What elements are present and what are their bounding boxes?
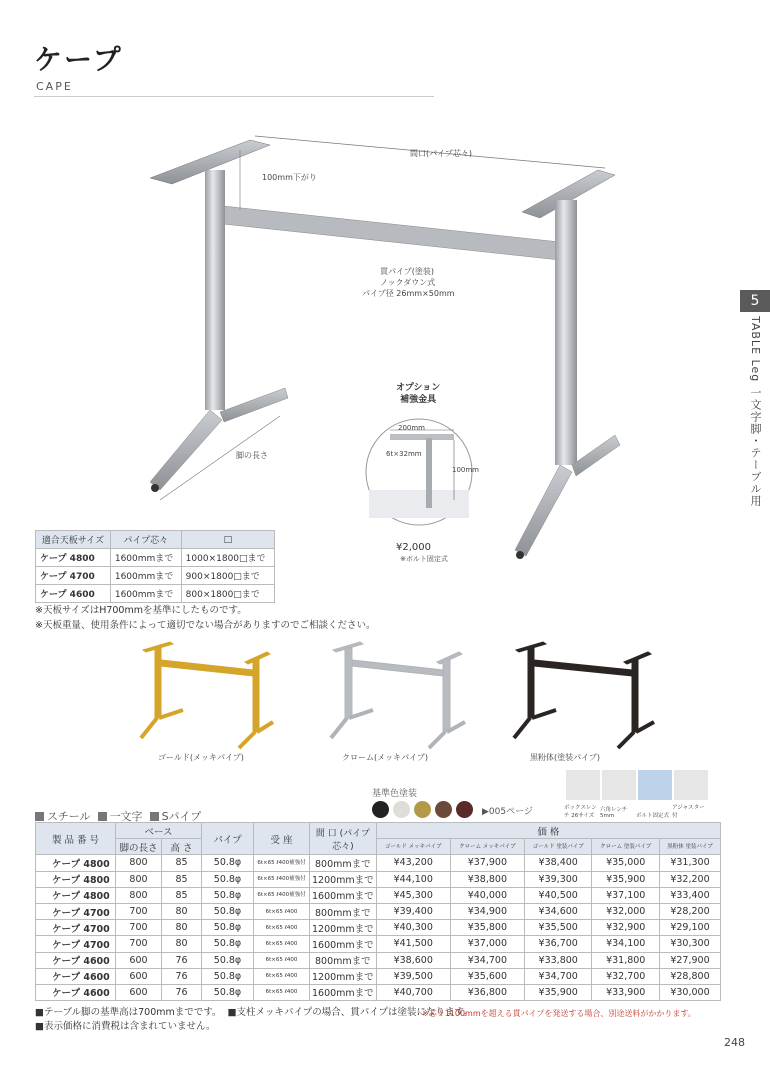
spec-cell: ケープ 4700: [36, 567, 111, 585]
price-header: 高 さ: [162, 839, 202, 855]
price-cell: 1200mmまで: [310, 920, 377, 936]
price-cell: ケープ 4600: [36, 952, 116, 968]
bolt-icon: [638, 770, 672, 800]
price-cell: ¥34,100: [592, 936, 660, 952]
spec-cell: 800×1800□まで: [181, 585, 274, 603]
price-cell: 1200mmまで: [310, 968, 377, 984]
table-row: [36, 968, 721, 984]
title-rule: [34, 96, 434, 97]
variant-chrome-illustration: [325, 640, 470, 750]
price-cell: 50.8φ: [202, 968, 254, 984]
seat-spec: 6t×65 ℓ400: [265, 973, 298, 980]
page-title: ケープ: [34, 43, 123, 76]
price-cell: ¥33,900: [592, 984, 660, 1000]
seat-spec: 6t×65 ℓ400: [265, 989, 298, 996]
adjuster-icon: [674, 770, 708, 800]
price-cell: 1600mmまで: [310, 936, 377, 952]
price-header: [660, 839, 721, 855]
seat-spec: 6t×65 ℓ400補強付: [257, 876, 306, 883]
price-cell: ¥40,500: [524, 887, 591, 903]
price-cell: 700: [116, 936, 162, 952]
tool-labels: [564, 803, 708, 819]
price-cell: ¥35,800: [450, 920, 524, 936]
price-cell: 800: [116, 871, 162, 887]
tool-label: ボルト固定式: [636, 813, 670, 819]
note-line: ※天板サイズはH700mmを基準にしたものです。: [35, 605, 247, 616]
footer-line: [35, 1006, 473, 1020]
color-swatch-gold: [414, 801, 431, 818]
square-icon: [35, 812, 44, 821]
price-cell: 50.8φ: [202, 871, 254, 887]
price-cell: ¥38,800: [450, 871, 524, 887]
square-icon: [98, 812, 107, 821]
price-cell: ケープ 4800: [36, 871, 116, 887]
price-cell: ¥36,800: [450, 984, 524, 1000]
price-header: 間 口 (パイプ芯々): [310, 823, 377, 855]
price-cell: 800: [116, 887, 162, 903]
spec-cell: ケープ 4800: [36, 549, 111, 567]
variant-chrome-label: クローム(メッキパイプ): [342, 753, 429, 762]
price-cell: 800mmまで: [310, 855, 377, 871]
variant-black-illustration: [508, 640, 658, 750]
spec-cell: 1600mmまで: [110, 567, 181, 585]
price-cell: 76: [162, 984, 202, 1000]
price-cell: ¥32,000: [592, 903, 660, 919]
price-table: [35, 822, 721, 1001]
price-cell: 80: [162, 936, 202, 952]
price-cell: 76: [162, 952, 202, 968]
price-cell: ¥39,400: [376, 903, 450, 919]
table-row: [36, 585, 275, 603]
color-swatch-white: [393, 801, 410, 818]
drop-label: 100mm下がり: [262, 173, 317, 182]
option-price: ¥2,000: [396, 542, 431, 553]
price-cell: ¥32,700: [592, 968, 660, 984]
price-cell: ¥45,300: [376, 887, 450, 903]
section-label: TABLE Leg 一文字脚・テーブル用: [749, 316, 762, 507]
tool-label: 六角レンチ 5mm: [600, 807, 628, 819]
price-cell: ¥43,200: [376, 855, 450, 871]
seat-spec: 6t×65 ℓ400: [265, 957, 298, 964]
price-cell: ¥34,700: [524, 968, 591, 984]
footer-note: ■支柱メッキパイプの場合、貫パイプは塗装になります。: [227, 1007, 473, 1018]
price-cell: ¥30,000: [660, 984, 721, 1000]
opening-label: 間口(パイプ芯々): [410, 149, 473, 158]
price-cell: ¥31,800: [592, 952, 660, 968]
standard-colors-label: 基準色塗装: [372, 789, 418, 799]
price-cell: 80: [162, 920, 202, 936]
price-cell: ケープ 4700: [36, 920, 116, 936]
price-cell: ¥33,800: [524, 952, 591, 968]
price-cell: [254, 871, 310, 887]
option-title: [396, 382, 440, 406]
price-header: [376, 839, 450, 855]
section-number: 5: [740, 290, 770, 312]
price-cell: ¥34,600: [524, 903, 591, 919]
table-row: [36, 984, 721, 1000]
price-header: パイプ: [202, 823, 254, 855]
tool-label: アジャスター付: [672, 805, 705, 819]
price-cell: ケープ 4600: [36, 984, 116, 1000]
table-row: [36, 920, 721, 936]
price-cell: 50.8φ: [202, 887, 254, 903]
price-cell: ¥35,600: [450, 968, 524, 984]
price-cell: [254, 887, 310, 903]
finish-label: クローム メッキパイプ: [459, 843, 516, 850]
page-number: 248: [724, 1036, 745, 1049]
price-cell: ¥40,700: [376, 984, 450, 1000]
price-header: [592, 839, 660, 855]
beam-label-1: 貫パイプ(塗装): [380, 267, 435, 276]
price-cell: ¥38,400: [524, 855, 591, 871]
seat-spec: 6t×65 ℓ400補強付: [257, 859, 306, 866]
variant-gold-label: ゴールド(メッキパイプ): [158, 753, 244, 762]
price-cell: [254, 968, 310, 984]
price-cell: 76: [162, 968, 202, 984]
price-header: 製 品 番 号: [36, 823, 116, 855]
color-swatch-brown: [435, 801, 452, 818]
price-cell: ¥30,300: [660, 936, 721, 952]
finish-label: クローム 塗装パイプ: [600, 843, 652, 850]
standard-colors: [372, 801, 477, 822]
seat-spec: 6t×65 ℓ400補強付: [257, 892, 306, 899]
price-header: 価 格: [376, 823, 720, 839]
price-cell: [254, 903, 310, 919]
price-cell: 85: [162, 887, 202, 903]
price-cell: ¥28,800: [660, 968, 721, 984]
price-header: ベース: [116, 823, 202, 839]
price-cell: ケープ 4600: [36, 968, 116, 984]
price-cell: ¥39,500: [376, 968, 450, 984]
price-cell: ¥35,500: [524, 920, 591, 936]
price-cell: 50.8φ: [202, 984, 254, 1000]
price-cell: 50.8φ: [202, 903, 254, 919]
price-cell: ケープ 4700: [36, 936, 116, 952]
price-cell: [254, 920, 310, 936]
variant-gold-illustration: [135, 640, 275, 750]
table-row: [36, 871, 721, 887]
seat-spec: 6t×65 ℓ400: [265, 908, 298, 915]
table-row: [36, 887, 721, 903]
square-icon: [150, 812, 159, 821]
price-cell: 1600mmまで: [310, 887, 377, 903]
price-cell: [254, 936, 310, 952]
price-cell: ¥38,600: [376, 952, 450, 968]
option-height: 100mm: [452, 466, 479, 474]
price-cell: ¥33,400: [660, 887, 721, 903]
footer-notes: [35, 1006, 473, 1034]
seat-spec: 6t×65 ℓ400: [265, 940, 298, 947]
option-note: ※ボルト固定式: [400, 555, 448, 563]
seat-spec: 6t×65 ℓ400: [265, 924, 298, 931]
legend-item: 一文字: [109, 810, 143, 823]
spec-cell: 900×1800□まで: [181, 567, 274, 585]
price-cell: ¥31,300: [660, 855, 721, 871]
price-cell: 85: [162, 855, 202, 871]
price-header: 脚の長さ: [116, 839, 162, 855]
tool-icons: [566, 770, 710, 804]
leg-length-label: 脚の長さ: [236, 451, 268, 460]
price-header: [524, 839, 591, 855]
price-cell: [254, 984, 310, 1000]
spec-notes: [35, 603, 375, 633]
price-cell: [254, 855, 310, 871]
legend-item: スチール: [47, 810, 91, 823]
variant-black-label: 黒粉体(塗装パイプ): [530, 753, 601, 762]
price-cell: 85: [162, 871, 202, 887]
table-row: [36, 952, 721, 968]
price-cell: ¥40,000: [450, 887, 524, 903]
price-cell: ケープ 4700: [36, 903, 116, 919]
table-row: [36, 936, 721, 952]
price-cell: 50.8φ: [202, 936, 254, 952]
price-cell: ¥41,500: [376, 936, 450, 952]
color-swatch-black: [372, 801, 389, 818]
price-cell: ¥34,700: [450, 952, 524, 968]
table-row: [36, 567, 275, 585]
spec-header: □: [181, 531, 274, 549]
tool-label: ボックスレンチ 26サイズ: [564, 805, 597, 819]
option-title-line-1: オプション: [396, 383, 441, 393]
note-line: ※天板重量、使用条件によって適切でない場合がありますのでご相談ください。: [35, 620, 376, 631]
footer-note: ■表示価格に消費税は含まれていません。: [35, 1021, 216, 1032]
table-row: [36, 549, 275, 567]
price-cell: 50.8φ: [202, 952, 254, 968]
price-cell: ¥37,100: [592, 887, 660, 903]
price-cell: 1200mmまで: [310, 871, 377, 887]
price-cell: ¥39,300: [524, 871, 591, 887]
price-cell: 800: [116, 855, 162, 871]
price-cell: ¥44,100: [376, 871, 450, 887]
price-cell: 600: [116, 984, 162, 1000]
price-cell: ¥35,900: [592, 871, 660, 887]
price-cell: 1600mmまで: [310, 984, 377, 1000]
color-swatch-maroon: [456, 801, 473, 818]
table-row: [36, 903, 721, 919]
price-cell: 800mmまで: [310, 952, 377, 968]
spec-cell: 1600mmまで: [110, 585, 181, 603]
price-cell: ¥27,900: [660, 952, 721, 968]
price-cell: 700: [116, 920, 162, 936]
price-cell: 80: [162, 903, 202, 919]
price-header: [450, 839, 524, 855]
price-cell: ¥35,000: [592, 855, 660, 871]
finish-label: ゴールド 塗装パイプ: [532, 843, 584, 850]
price-cell: 700: [116, 903, 162, 919]
price-cell: ¥28,200: [660, 903, 721, 919]
box-wrench-icon: [566, 770, 600, 800]
price-cell: 50.8φ: [202, 855, 254, 871]
beam-label-3: パイプ径 26mm×50mm: [362, 289, 455, 298]
spec-cell: ケープ 4600: [36, 585, 111, 603]
price-header: 受 座: [254, 823, 310, 855]
price-cell: ¥37,000: [450, 936, 524, 952]
legend-item: Sパイプ: [161, 810, 202, 823]
footer-note: ■テーブル脚の基準高は700mmまでです。: [35, 1007, 222, 1018]
spec-cell: 1000×1800□まで: [181, 549, 274, 567]
price-cell: ¥34,900: [450, 903, 524, 919]
finish-label: ゴールド メッキパイプ: [384, 843, 442, 850]
price-cell: 50.8φ: [202, 920, 254, 936]
option-title-line-2: 補強金具: [400, 395, 437, 405]
price-cell: ¥36,700: [524, 936, 591, 952]
table-row: [36, 855, 721, 871]
hex-wrench-icon: [602, 770, 636, 800]
price-cell: ¥32,200: [660, 871, 721, 887]
price-cell: ¥32,900: [592, 920, 660, 936]
price-cell: ¥35,900: [524, 984, 591, 1000]
page-reference: ▶005ページ: [482, 807, 533, 817]
price-cell: ¥37,900: [450, 855, 524, 871]
shipping-note: ※芯々1100mmを超える貫パイプを発送する場合、別途送料がかかります。: [422, 1009, 696, 1018]
price-cell: 600: [116, 968, 162, 984]
section-tab: [740, 290, 770, 507]
price-cell: ケープ 4800: [36, 855, 116, 871]
beam-label-2: ノックダウン式: [380, 278, 436, 287]
price-cell: ¥29,100: [660, 920, 721, 936]
price-cell: ケープ 4800: [36, 887, 116, 903]
price-cell: [254, 952, 310, 968]
spec-header: パイプ芯々: [110, 531, 181, 549]
price-cell: 800mmまで: [310, 903, 377, 919]
spec-table: [35, 530, 275, 603]
spec-cell: 1600mmまで: [110, 549, 181, 567]
option-size: 6t×32mm: [386, 450, 422, 458]
option-width: 200mm: [398, 424, 425, 432]
price-body: [36, 855, 721, 1001]
page-subtitle: CAPE: [36, 80, 73, 93]
price-cell: ¥40,300: [376, 920, 450, 936]
price-cell: 600: [116, 952, 162, 968]
spec-header: 適合天板サイズ: [36, 531, 111, 549]
finish-label: 黒粉体 塗装パイプ: [667, 843, 713, 850]
